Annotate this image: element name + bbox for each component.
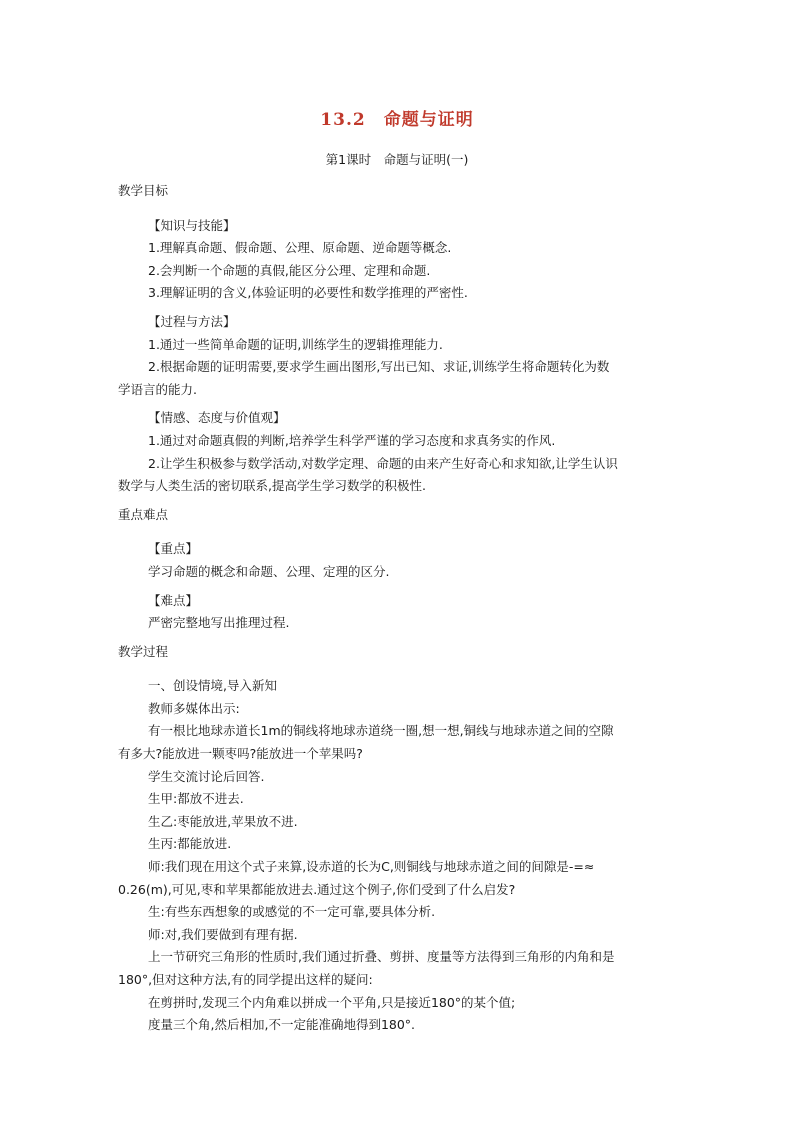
- document-body: [118, 180, 678, 1037]
- page-title: 13.2 命题与证明: [320, 110, 474, 130]
- body-line: 有一根比地球赤道长1m的铜线将地球赤道绕一圈,想一想,铜线与地球赤道之间的空隙: [148, 723, 614, 739]
- focus-text: 学习命题的概念和命题、公理、定理的区分.: [148, 563, 390, 579]
- body-line: 在剪拼时,发现三个内角难以拼成一个平角,只是接近180°的某个值;: [148, 994, 516, 1010]
- section-heading-key-points: 重点难点: [118, 506, 169, 522]
- subheading-difficulty: 【难点】: [148, 592, 199, 608]
- body-line: 教师多媒体出示:: [148, 700, 240, 716]
- body-line: 有多大?能放进一颗枣吗?能放进一个苹果吗?: [118, 746, 363, 762]
- emotion-item: 1.通过对命题真假的判断,培养学生科学严谨的学习态度和求真务实的作风.: [148, 432, 556, 448]
- body-line: 180°,但对这种方法,有的同学提出这样的疑问:: [118, 972, 373, 987]
- subheading-emotion: 【情感、态度与价值观】: [148, 410, 286, 426]
- body-line: 生丙:都能放进.: [148, 836, 232, 852]
- body-line: 上一节研究三角形的性质时,我们通过折叠、剪拼、度量等方法得到三角形的内角和是: [148, 949, 615, 965]
- emotion-item-continued: 数学与人类生活的密切联系,提高学生学习数学的积极性.: [118, 478, 426, 494]
- process-item-continued: 学语言的能力.: [118, 381, 197, 397]
- emotion-item: 2.让学生积极参与数学活动,对数学定理、命题的由来产生好奇心和求知欲,让学生认识: [148, 455, 618, 471]
- subheading-knowledge: 【知识与技能】: [148, 217, 236, 233]
- body-line: 0.26(m),可见,枣和苹果都能放进去.通过这个例子,你们受到了什么启发?: [118, 881, 516, 897]
- process-item: 1.通过一些简单命题的证明,训练学生的逻辑推理能力.: [148, 336, 443, 352]
- knowledge-item: 3.理解证明的含义,体验证明的必要性和数学推理的严密性.: [148, 285, 468, 301]
- body-line: 学生交流讨论后回答.: [148, 768, 265, 784]
- body-line: 师:我们现在用这个式子来算,设赤道的长为C,则铜线与地球赤道之间的间隙是-=≈: [148, 859, 595, 875]
- body-line: 度量三个角,然后相加,不一定能准确地得到180°.: [148, 1017, 416, 1033]
- process-item: 2.根据命题的证明需要,要求学生画出图形,写出已知、求证,训练学生将命题转化为数: [148, 359, 610, 375]
- body-line: 师:对,我们要做到有理有据.: [148, 926, 298, 942]
- subheading-focus: 【重点】: [148, 541, 199, 557]
- difficulty-text: 严密完整地写出推理过程.: [148, 615, 290, 631]
- body-line: 生乙:枣能放进,苹果放不进.: [148, 813, 298, 829]
- step-heading: 一、创设情境,导入新知: [148, 678, 277, 694]
- body-line: 生:有些东西想象的或感觉的不一定可靠,要具体分析.: [148, 904, 436, 920]
- knowledge-item: 2.会判断一个命题的真假,能区分公理、定理和命题.: [148, 262, 431, 278]
- teaching-process-lines: [118, 698, 678, 1037]
- section-heading-teaching-process: 教学过程: [118, 643, 169, 659]
- section-heading-goals: 教学目标: [118, 183, 169, 198]
- knowledge-item: 1.理解真命题、假命题、公理、原命题、逆命题等概念.: [148, 240, 452, 256]
- page-subtitle: 第1课时 命题与证明(一): [325, 152, 469, 167]
- body-line: 生甲:都放不进去.: [148, 791, 244, 807]
- subheading-process: 【过程与方法】: [148, 313, 236, 329]
